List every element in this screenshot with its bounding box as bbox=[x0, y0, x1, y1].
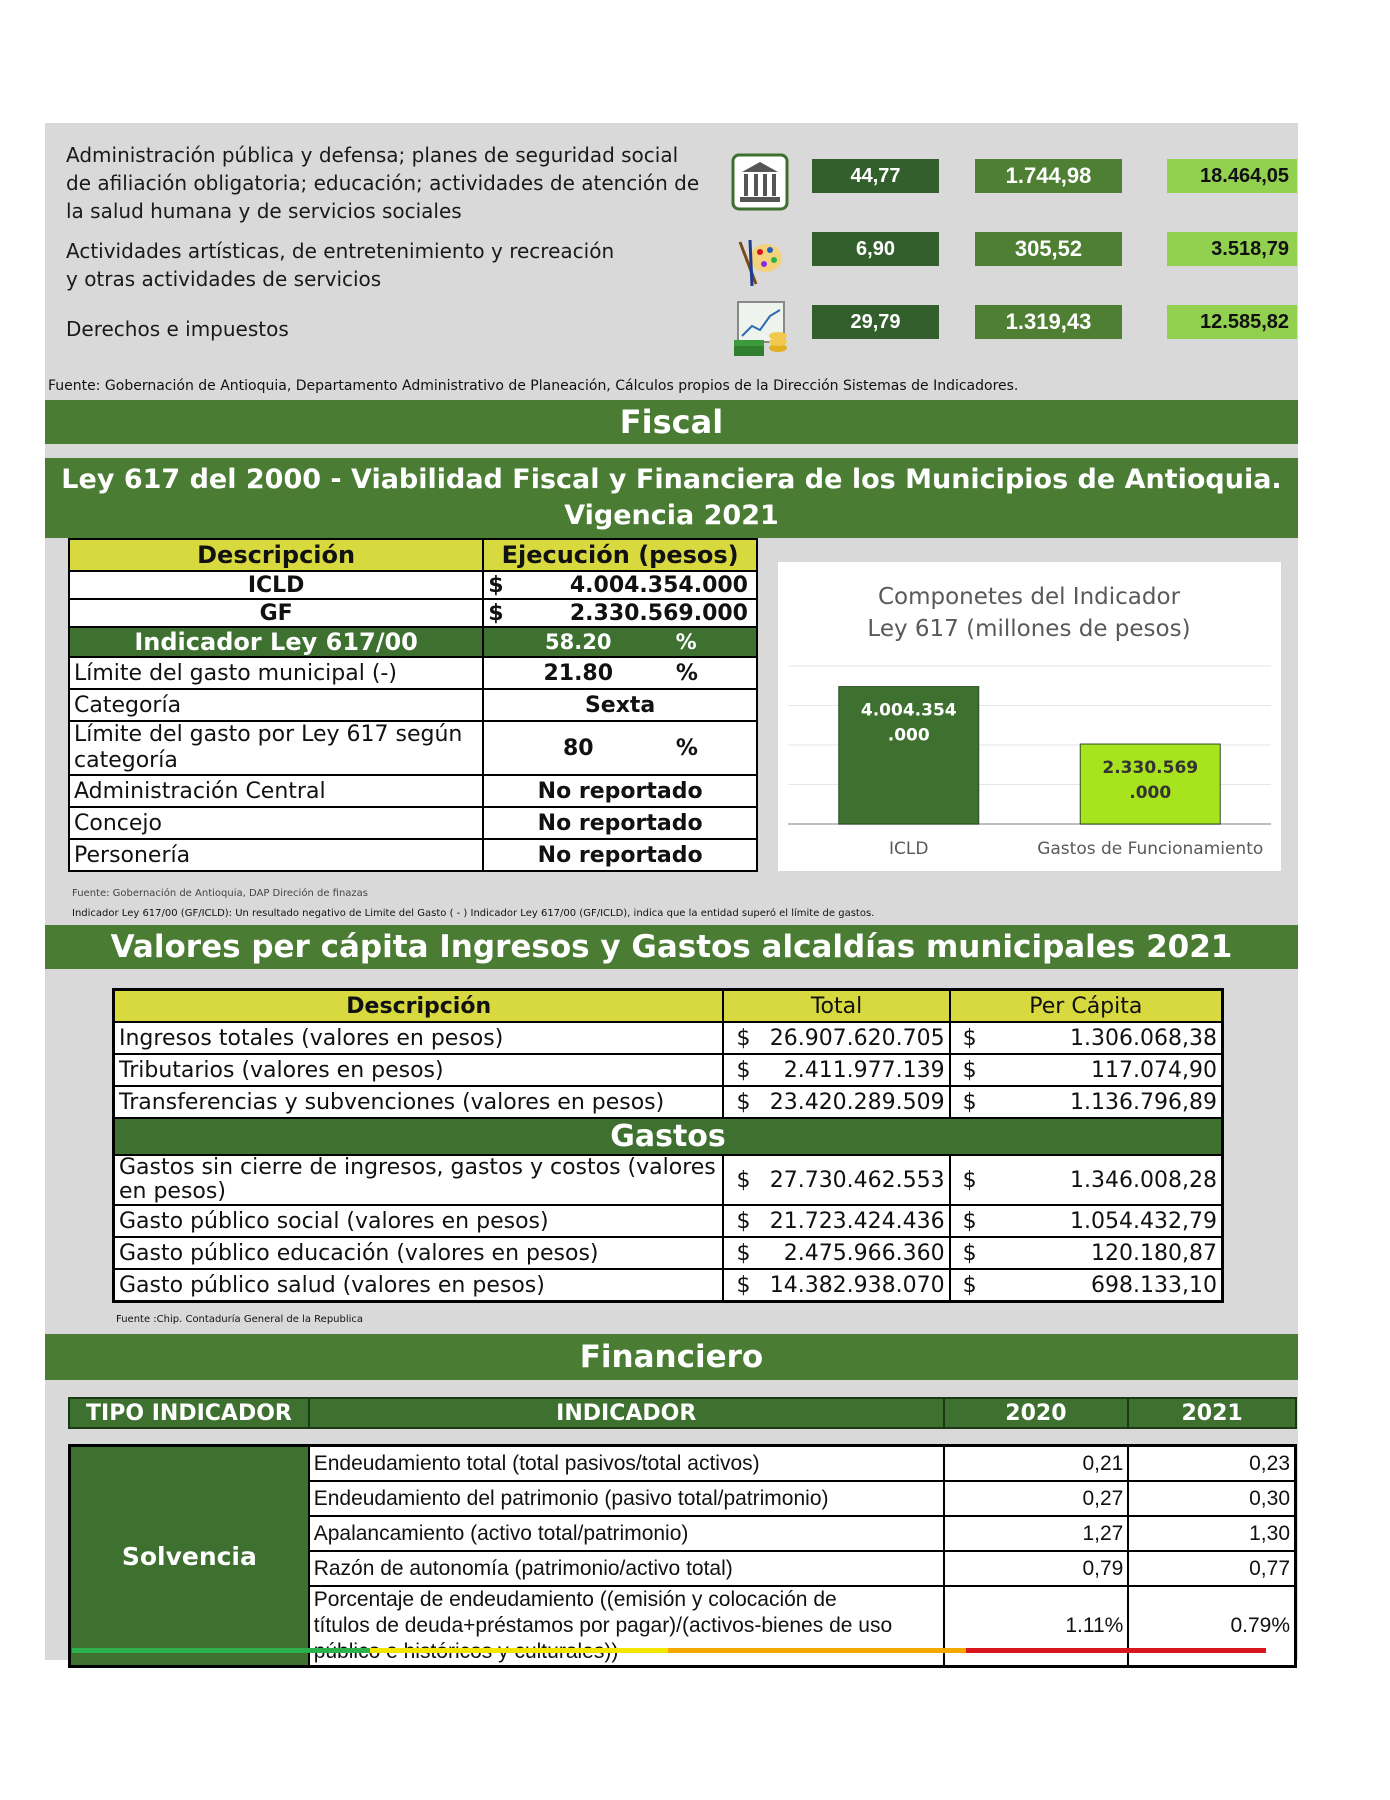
indicator-label bbox=[309, 1586, 945, 1667]
row-label: Gasto público salud (valores en pesos) bbox=[114, 1269, 724, 1302]
row-label: Límite del gasto municipal (-) bbox=[69, 657, 483, 689]
row-label: Personería bbox=[69, 839, 483, 871]
per-capita-value: 698.133,10 bbox=[1091, 1272, 1217, 1298]
total-value: 21.723.424.436 bbox=[769, 1208, 945, 1234]
financiero-header bbox=[68, 1397, 1297, 1429]
color-stripe-green bbox=[72, 1648, 370, 1653]
sector-label-taxes: Derechos e impuestos bbox=[66, 317, 289, 341]
sector-value-3: 12.585,82 bbox=[1167, 305, 1297, 339]
table-row bbox=[114, 1237, 1223, 1269]
ley-source: Fuente: Gobernación de Antioquia, DAP Direción de finazas bbox=[72, 888, 368, 899]
per-capita-table bbox=[112, 988, 1224, 1303]
ley-title-band bbox=[45, 458, 1298, 538]
amount: 2.330.569.000 bbox=[569, 600, 748, 626]
currency-sign: $ bbox=[962, 1025, 977, 1051]
total-value: 23.420.289.509 bbox=[769, 1089, 945, 1115]
category-label: Gastos de Funcionamiento bbox=[1037, 839, 1264, 859]
table-row bbox=[114, 1022, 1223, 1054]
ley-row-categoria bbox=[69, 689, 757, 721]
currency-sign: $ bbox=[488, 572, 504, 598]
color-stripe-orange bbox=[668, 1648, 966, 1653]
currency-sign: $ bbox=[488, 600, 504, 626]
value-2021: 0.79% bbox=[1128, 1586, 1295, 1667]
label-line-1: Porcentaje de endeudamiento ((emisión y colocación de bbox=[313, 1588, 837, 1611]
indicator-value: 58.20 bbox=[545, 630, 612, 654]
indicator-label: Razón de autonomía (patrimonio/activo total) bbox=[309, 1551, 945, 1586]
currency-sign: $ bbox=[736, 1208, 751, 1234]
label-line-2: categoría bbox=[74, 748, 178, 773]
pc-header-row bbox=[114, 990, 1223, 1023]
amount: 4.004.354.000 bbox=[569, 572, 748, 598]
value-2020: 0,27 bbox=[944, 1481, 1128, 1516]
sector-value-1: 44,77 bbox=[812, 159, 939, 193]
col-header-ejecucion: Ejecución (pesos) bbox=[483, 539, 757, 571]
per-capita-value: 1.346.008,28 bbox=[1070, 1167, 1217, 1193]
label-line-1: Gastos sin cierre de ingresos, gastos y costos (valores bbox=[119, 1155, 716, 1180]
per-capita-cell bbox=[950, 1022, 1223, 1054]
sector-label-admin: Administración pública y defensa; planes de seguridad social de afiliación obligatoria; educación; actividades de atención de la salud humana y de servicios sociales bbox=[66, 143, 700, 223]
row-value bbox=[483, 657, 757, 689]
label-line-2: títulos de deuda+préstamos por pagar)/(activos-bienes de uso bbox=[313, 1614, 893, 1637]
row-label: Indicador Ley 617/00 bbox=[69, 627, 483, 657]
percent-sign: % bbox=[675, 660, 698, 686]
ley-row-gf bbox=[69, 599, 757, 627]
currency-sign: $ bbox=[962, 1272, 977, 1298]
per-capita-cell bbox=[950, 1237, 1223, 1269]
total-cell bbox=[723, 1022, 949, 1054]
col-header-descripcion: Descripción bbox=[69, 539, 483, 571]
row-value bbox=[483, 571, 757, 599]
sector-value-3: 3.518,79 bbox=[1167, 232, 1297, 266]
tipo-indicador-solvencia: Solvencia bbox=[70, 1446, 309, 1667]
label-line-2: en pesos) bbox=[119, 1179, 226, 1204]
row-label: Gasto público educación (valores en pesos) bbox=[114, 1237, 724, 1269]
per-capita-value: 120.180,87 bbox=[1091, 1240, 1217, 1266]
financiero-header-row bbox=[69, 1398, 1296, 1428]
table-row bbox=[114, 1086, 1223, 1118]
value-2020: 1.11% bbox=[944, 1586, 1128, 1667]
row-value: No reportado bbox=[483, 807, 757, 839]
currency-sign: $ bbox=[736, 1167, 751, 1193]
table-row bbox=[70, 1446, 1296, 1482]
row-label: Concejo bbox=[69, 807, 483, 839]
row-value: No reportado bbox=[483, 839, 757, 871]
limit-category-value: 80 bbox=[562, 735, 594, 761]
value-2020: 0,79 bbox=[944, 1551, 1128, 1586]
limit-value: 21.80 bbox=[543, 660, 614, 686]
data-label: .000 bbox=[1129, 783, 1172, 804]
currency-sign: $ bbox=[736, 1240, 751, 1266]
sector-value-1: 6,90 bbox=[812, 232, 939, 266]
ley-row-concejo bbox=[69, 807, 757, 839]
government-building-icon bbox=[730, 152, 790, 212]
data-label: 2.330.569 bbox=[1102, 758, 1199, 779]
chart-title-line-1: Componetes del Indicador bbox=[877, 584, 1181, 610]
currency-sign: $ bbox=[962, 1167, 977, 1193]
currency-sign: $ bbox=[962, 1240, 977, 1266]
per-capita-value: 1.306.068,38 bbox=[1070, 1025, 1217, 1051]
ley-row-limite bbox=[69, 657, 757, 689]
section-title-financiero: Financiero bbox=[45, 1334, 1298, 1380]
indicator-label: Endeudamiento total (total pasivos/total activos) bbox=[309, 1446, 945, 1482]
row-label: Transferencias y subvenciones (valores en pesos) bbox=[114, 1086, 724, 1118]
row-value: Sexta bbox=[483, 689, 757, 721]
table-row bbox=[114, 1054, 1223, 1086]
value-2021: 0,23 bbox=[1128, 1446, 1295, 1482]
col-header-2020: 2020 bbox=[944, 1398, 1129, 1428]
color-stripe-yellow bbox=[370, 1648, 668, 1653]
total-value: 27.730.462.553 bbox=[769, 1167, 945, 1193]
sector-value-2: 1.744,98 bbox=[975, 159, 1122, 193]
sector-label-arts: Actividades artísticas, de entretenimiento y recreación y otras actividades de servicios bbox=[66, 239, 615, 291]
pc-source: Fuente :Chip. Contaduría General de la Republica bbox=[116, 1314, 364, 1325]
currency-sign: $ bbox=[736, 1089, 751, 1115]
table-row bbox=[114, 1205, 1223, 1237]
total-value: 2.411.977.139 bbox=[783, 1057, 945, 1083]
per-capita-value: 117.074,90 bbox=[1091, 1057, 1217, 1083]
chart-svg bbox=[778, 562, 1281, 871]
value-2021: 0,77 bbox=[1128, 1551, 1295, 1586]
data-label: 4.004.354 bbox=[860, 700, 957, 721]
gastos-title: Gastos bbox=[114, 1118, 1223, 1155]
financiero-table bbox=[68, 1444, 1297, 1668]
row-label: Gasto público social (valores en pesos) bbox=[114, 1205, 724, 1237]
total-value: 14.382.938.070 bbox=[769, 1272, 945, 1298]
ley-row-icld bbox=[69, 571, 757, 599]
ley617-chart bbox=[778, 562, 1281, 871]
ley-title-line-2: Vigencia 2021 bbox=[564, 500, 779, 531]
col-header-per-capita: Per Cápita bbox=[950, 990, 1223, 1023]
row-label: ICLD bbox=[69, 571, 483, 599]
sector-value-2: 1.319,43 bbox=[975, 305, 1122, 339]
value-2020: 1,27 bbox=[944, 1516, 1128, 1551]
col-header-2021: 2021 bbox=[1128, 1398, 1296, 1428]
row-value bbox=[483, 721, 757, 775]
sector-value-2: 305,52 bbox=[975, 232, 1122, 266]
value-2021: 1,30 bbox=[1128, 1516, 1295, 1551]
section-title-fiscal: Fiscal bbox=[45, 400, 1298, 444]
source-top: Fuente: Gobernación de Antioquia, Departamento Administrativo de Planeación, Cálculos propios de la Dirección Sistemas de Indicadores. bbox=[48, 378, 1019, 394]
ley-row-personeria bbox=[69, 839, 757, 871]
ley-table bbox=[68, 538, 758, 872]
chart-title-line-2: Ley 617 (millones de pesos) bbox=[867, 616, 1191, 642]
col-header-descripcion: Descripción bbox=[114, 990, 724, 1023]
total-value: 26.907.620.705 bbox=[769, 1025, 945, 1051]
total-cell bbox=[723, 1237, 949, 1269]
per-capita-cell bbox=[950, 1054, 1223, 1086]
per-capita-value: 1.136.796,89 bbox=[1070, 1089, 1217, 1115]
color-stripe-red bbox=[966, 1648, 1266, 1653]
currency-sign: $ bbox=[962, 1057, 977, 1083]
total-cell bbox=[723, 1086, 949, 1118]
ley-row-limite-categoria bbox=[69, 721, 757, 775]
section-title-per-capita: Valores per cápita Ingresos y Gastos alcaldías municipales 2021 bbox=[45, 925, 1298, 969]
currency-sign: $ bbox=[962, 1208, 977, 1234]
currency-sign: $ bbox=[736, 1025, 751, 1051]
ley-row-administracion bbox=[69, 775, 757, 807]
col-header-tipo: TIPO INDICADOR bbox=[69, 1398, 309, 1428]
ley-row-indicador bbox=[69, 627, 757, 657]
label-line-1: Límite del gasto por Ley 617 según bbox=[74, 722, 463, 747]
per-capita-cell bbox=[950, 1205, 1223, 1237]
value-2021: 0,30 bbox=[1128, 1481, 1295, 1516]
total-cell bbox=[723, 1054, 949, 1086]
category-label: ICLD bbox=[889, 839, 929, 859]
sector-value-3: 18.464,05 bbox=[1167, 159, 1297, 193]
ley-note: Indicador Ley 617/00 (GF/ICLD): Un resultado negativo de Limite del Gasto ( - ) Indicador Ley 617/00 (GF/ICLD), indica que la entidad superó el límite de gastos. bbox=[72, 908, 875, 919]
row-label: Ingresos totales (valores en pesos) bbox=[114, 1022, 724, 1054]
per-capita-value: 1.054.432,79 bbox=[1070, 1208, 1217, 1234]
total-cell bbox=[723, 1155, 949, 1205]
percent-sign: % bbox=[675, 630, 697, 654]
row-value bbox=[483, 627, 757, 657]
row-label: Administración Central bbox=[69, 775, 483, 807]
art-palette-icon bbox=[730, 232, 790, 292]
row-value: No reportado bbox=[483, 775, 757, 807]
total-cell bbox=[723, 1205, 949, 1237]
currency-sign: $ bbox=[962, 1089, 977, 1115]
indicator-label: Apalancamiento (activo total/patrimonio) bbox=[309, 1516, 945, 1551]
indicator-label: Endeudamiento del patrimonio (pasivo total/patrimonio) bbox=[309, 1481, 945, 1516]
sector-value-1: 29,79 bbox=[812, 305, 939, 339]
row-label bbox=[69, 721, 483, 775]
col-header-total: Total bbox=[723, 990, 949, 1023]
per-capita-cell bbox=[950, 1269, 1223, 1302]
currency-sign: $ bbox=[736, 1057, 751, 1083]
per-capita-cell bbox=[950, 1155, 1223, 1205]
row-label: Tributarios (valores en pesos) bbox=[114, 1054, 724, 1086]
ley-header-row bbox=[69, 539, 757, 571]
per-capita-cell bbox=[950, 1086, 1223, 1118]
ley-title-line-1: Ley 617 del 2000 - Viabilidad Fiscal y Financiera de los Municipios de Antioquia. bbox=[61, 464, 1282, 495]
gastos-header-row bbox=[114, 1118, 1223, 1155]
table-row bbox=[114, 1155, 1223, 1205]
currency-sign: $ bbox=[736, 1272, 751, 1298]
table-row bbox=[114, 1269, 1223, 1302]
percent-sign: % bbox=[675, 735, 698, 761]
data-label: .000 bbox=[887, 725, 930, 746]
value-2020: 0,21 bbox=[944, 1446, 1128, 1482]
row-label bbox=[114, 1155, 724, 1205]
row-value bbox=[483, 599, 757, 627]
row-label: GF bbox=[69, 599, 483, 627]
row-label: Categoría bbox=[69, 689, 483, 721]
total-value: 2.475.966.360 bbox=[783, 1240, 945, 1266]
total-cell bbox=[723, 1269, 949, 1302]
money-chart-icon bbox=[730, 298, 790, 358]
col-header-indicador: INDICADOR bbox=[309, 1398, 944, 1428]
